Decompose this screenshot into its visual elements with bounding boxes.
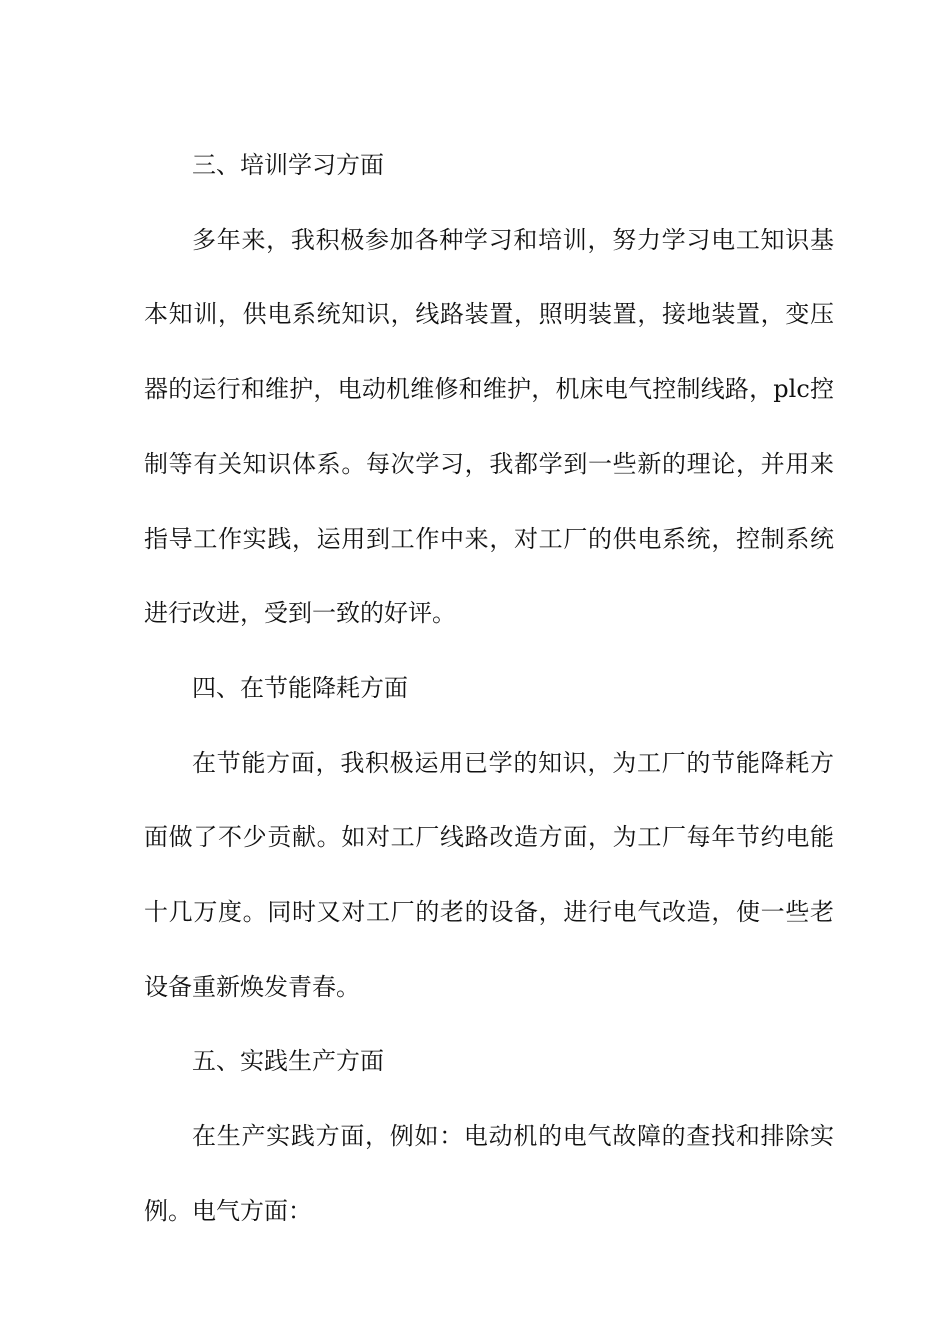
paragraph-production-practice: 在生产实践方面，例如：电动机的电气故障的查找和排除实例。电气方面：: [144, 1122, 834, 1225]
section-heading-energy-saving: 四、在节能降耗方面: [192, 673, 408, 702]
paragraph-training: 多年来，我积极参加各种学习和培训，努力学习电工知识基本知训，供电系统知识，线路装置，照明装置，接地装置，变压器的运行和维护，电动机维修和维护，机床电气控制线路，plc控制等有关知识体系。每次学习，我都学到一些新的理论，并用来指导工作实践，运用到工作中来，对工厂的供电系统，控制系统进行改进，受到一致的好评。: [144, 225, 834, 628]
section-heading-training: 三、培训学习方面: [192, 151, 384, 179]
paragraph-energy-saving: 在节能方面，我积极运用已学的知识，为工厂的节能降耗方面做了不少贡献。如对工厂线路改造方面，为工厂每年节约电能十几万度。同时又对工厂的老的设备，进行电气改造，使一些老设备重新焕发青春。: [144, 748, 834, 1001]
section-heading-production-practice: 五、实践生产方面: [192, 1047, 384, 1076]
document-body: [144, 128, 834, 1249]
